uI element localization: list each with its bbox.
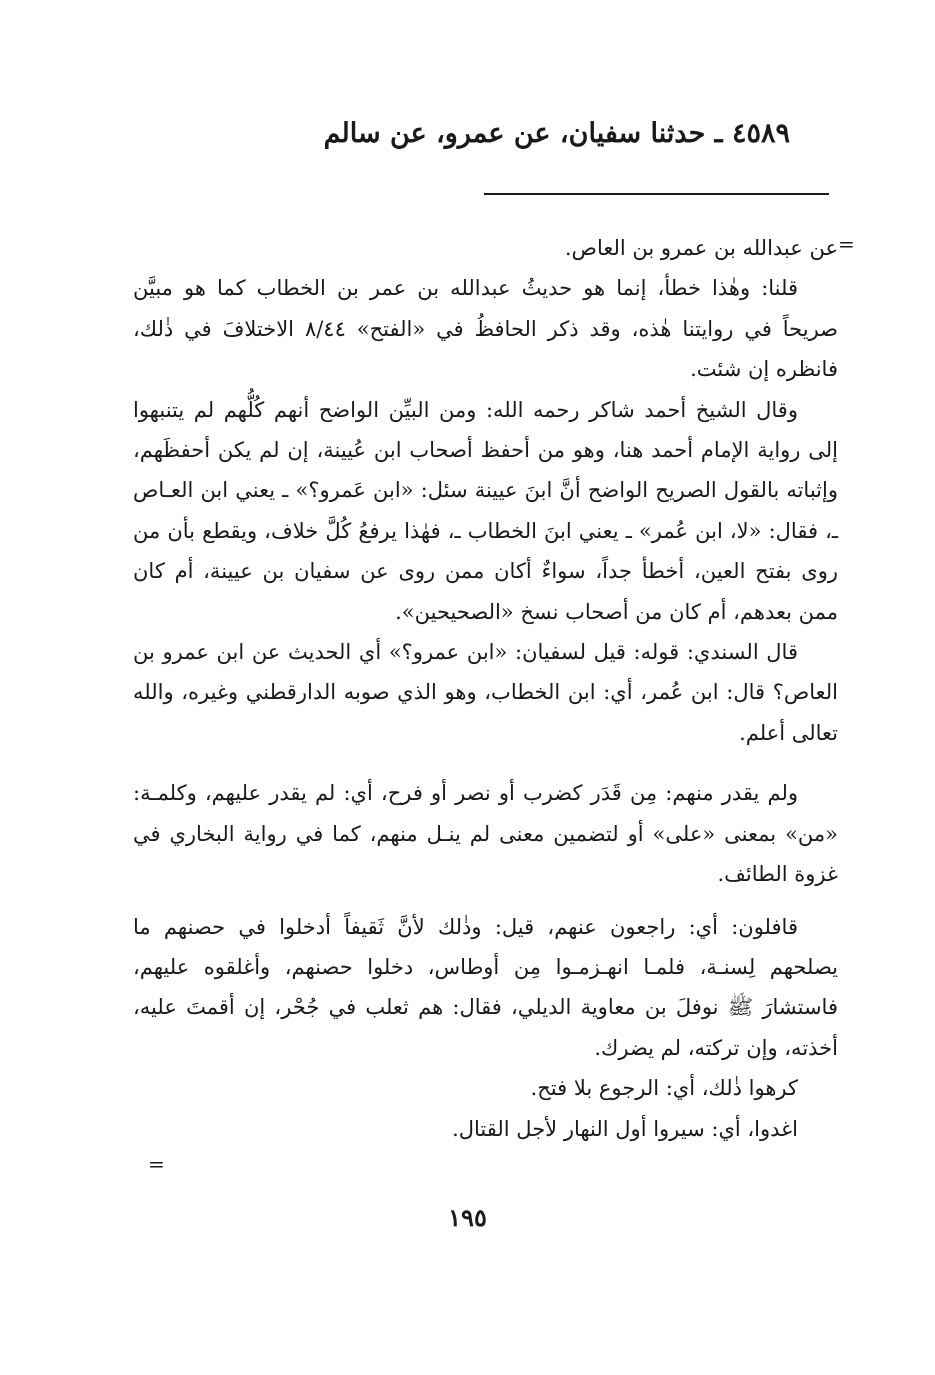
footnote-paragraph-1: عن عبدالله بن عمرو بن العاص. bbox=[564, 236, 838, 260]
footnote-paragraph-5: ولم يقدر منهم: مِن قَدَر كضرب أو نصر أو فرح، أي: لم يقدر عليهم، وكلمـة: «من» بمعنى «على» أو لتضمين معنى لم ينـل منهم، كما في رواية البخاري في غزوة الطائف. bbox=[133, 781, 838, 887]
footnote-paragraph-6: قافلون: أي: راجعون عنهم، قيل: وذٰلك لأنَّ ثَقيفاً أدخلوا في حصنهم ما يصلحهم لِسنـة، فلمـا انهـزمـوا مِن أوطاس، دخلوا حصنهم، وأغلقوه عليهم، فاستشارَ ﷺ نوفلَ بن معاوية الديلي، فقال: هم ثعلب في جُحْر، إن أقمتَ عليه، أخذته، وإن تركته، لم يضرك. bbox=[133, 914, 838, 1060]
page-number: ١٩٥ bbox=[448, 1203, 487, 1232]
footnote-paragraph-7: كرهوا ذٰلك، أي: الرجوع بلا فتح. bbox=[530, 1076, 798, 1101]
footnote-paragraph-2: قلنا: وهٰذا خطأ، إنما هو حديثُ عبدالله بن عمر بن الخطاب كما هو مبيَّن صريحاً في روايتنا هٰذه، وقد ذكر الحافظُ في «الفتح» ٨/٤٤ الاختلافَ في ذٰلك، فانظره إن شئت. bbox=[133, 276, 838, 382]
hadith-heading: ٤٥٨٩ ـ حدثنا سفيان، عن عمرو، عن سالم bbox=[323, 118, 790, 149]
footnote-paragraph-3: وقال الشيخ أحمد شاكر رحمه الله: ومن البيِّن الواضح أنهم كُلُّهم لم يتنبهوا إلى رواية الإمام أحمد هنا، وهو من أحفظ أصحاب ابن عُيينة، إن لم يكن أحفظَهم، وإثباته بالقول الصريح الواضح أنَّ ابنَ عيينة سئل: «ابن عَمرو؟» ـ يعني ابن العـاص ـ، فقال: «لا، ابن عُمر» ـ يعني ابنَ الخطاب ـ، فهٰذا يرفعُ كُلَّ خلاف، ويقطع بأن من روى بفتح العين، أخطأ جداً، سواءٌ أكان ممن روى عن سفيان بن عيينة، أم كان ممن بعدهم، أم كان من أصحاب نسخ «الصحيحين». bbox=[133, 397, 838, 624]
footnote-body bbox=[133, 228, 838, 1149]
continuation-mark-bottom: = bbox=[148, 1152, 165, 1176]
footnote-paragraph-4: قال السندي: قوله: قيل لسفيان: «ابن عمرو؟» أي الحديث عن ابن عمرو بن العاص؟ قال: ابن عُمر، أي: ابن الخطاب، وهو الذي صوبه الدارقطني وغيره، والله تعالى أعلم. bbox=[133, 640, 838, 745]
continuation-mark-top: = bbox=[838, 232, 855, 256]
footnote-paragraph-8: اغدوا، أي: سيروا أول النهار لأجل القتال. bbox=[452, 1116, 798, 1141]
separator-rule bbox=[484, 193, 829, 195]
